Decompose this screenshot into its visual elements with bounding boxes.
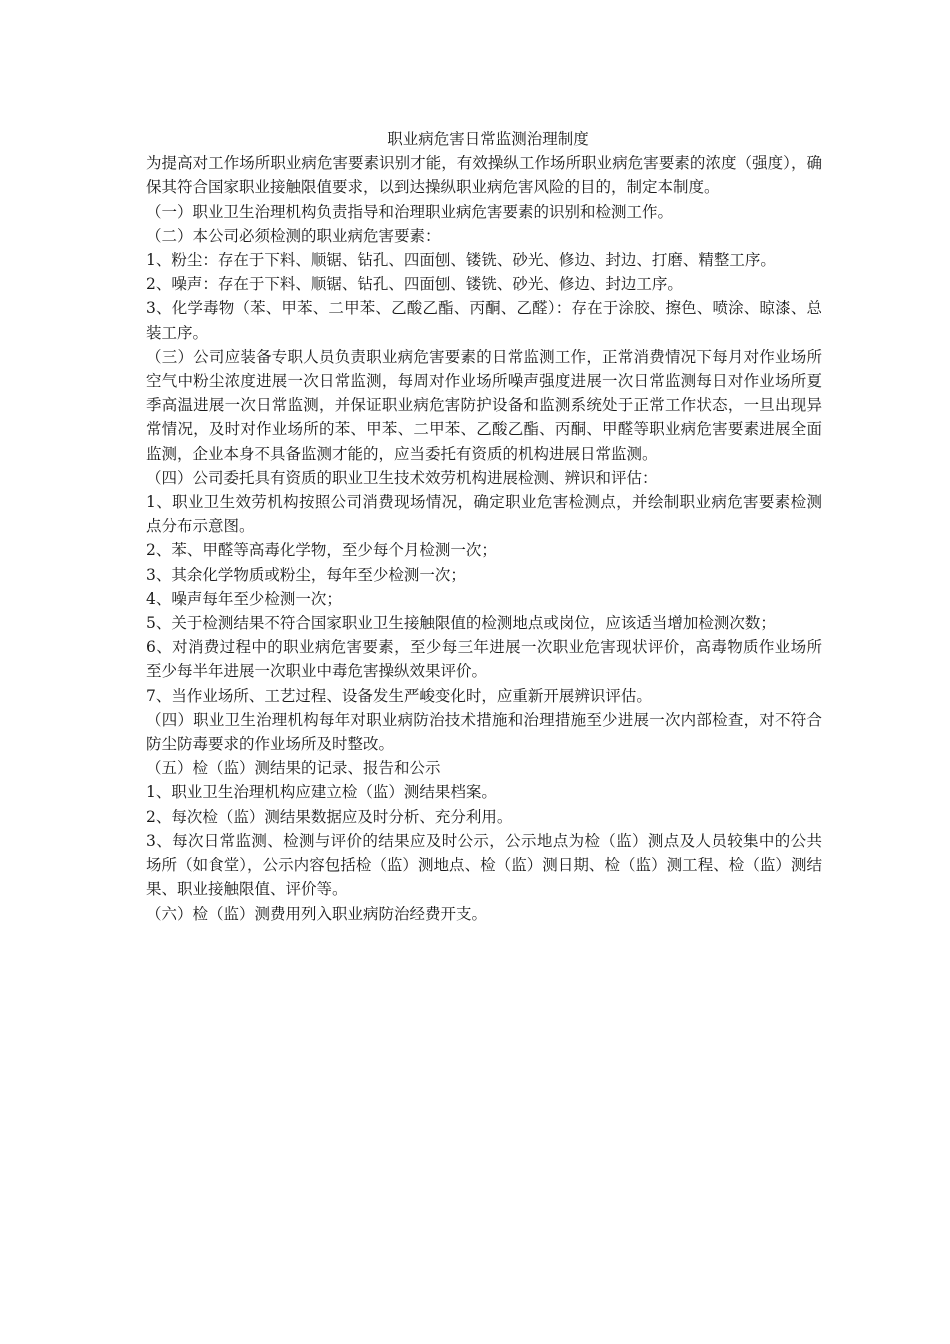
noise-item: 2、噪声：存在于下料、顺锯、钻孔、四面刨、镂铣、砂光、修边、封边工序。 (146, 275, 683, 294)
section-4-item-3: 3、其余化学物质或粉尘，每年至少检测一次； (146, 565, 466, 584)
intro-paragraph: 为提高对工作场所职业病危害要素识别才能，有效操纵工作场所职业病危害要素的浓度（强度），确保其符合国家职业接触限值要求，以到达操纵职业病危害风险的目的，制定本制度。 (146, 154, 822, 197)
section-5-heading: （五）检（监）测结果的记录、报告和公示 (146, 759, 441, 778)
section-5-item-2: 2、每次检（监）测结果数据应及时分析、充分利用。 (146, 807, 513, 826)
section-6-paragraph: （六）检（监）测费用列入职业病防治经费开支。 (146, 904, 488, 923)
section-4-item-2: 2、苯、甲醛等高毒化学物，至少每个月检测一次； (146, 541, 497, 560)
section-4-item-7: 7、当作业场所、工艺过程、设备发生严峻变化时，应重新开展辨识评估。 (146, 686, 652, 705)
chemical-item: 3、化学毒物（苯、甲苯、二甲苯、乙酸乙酯、丙酮、乙醛）：存在于涂胶、擦色、喷涂、晾漆、总装工序。 (146, 299, 822, 342)
section-4-item-4: 4、噪声每年至少检测一次； (146, 589, 342, 608)
section-2-heading: （二）本公司必须检测的职业病危害要素： (146, 226, 441, 245)
section-3-paragraph: （三）公司应装备专职人员负责职业病危害要素的日常监测工作，正常消费情况下每月对作业场所空气中粉尘浓度进展一次日常监测，每周对作业场所噪声强度进展一次日常监测每日对作业场所夏季高温进展一次日常监测，并保证职业病危害防护设备和监测系统处于正常工作状态，一旦出现异常情况，及时对作业场所的苯、甲苯、二甲苯、乙酸乙酯、丙酮、甲醛等职业病危害要素进展全面监测，企业本身不具备监测才能的，应当委托有资质的机构进展日常监测。 (146, 347, 822, 463)
dust-item: 1、粉尘：存在于下料、顺锯、钻孔、四面刨、镂铣、砂光、修边、封边、打磨、精整工序。 (146, 251, 776, 270)
section-5-item-1: 1、职业卫生治理机构应建立检（监）测结果档案。 (146, 783, 497, 802)
section-5-item-3: 3、每次日常监测、检测与评价的结果应及时公示，公示地点为检（监）测点及人员较集中的公共场所（如食堂），公示内容包括检（监）测地点、检（监）测日期、检（监）测工程、检（监）测结果、职业接触限值、评价等。 (146, 831, 822, 899)
section-4-item-6: 6、对消费过程中的职业病危害要素，至少每三年进展一次职业危害现状评价，高毒物质作业场所至少每半年进展一次职业中毒危害操纵效果评价。 (146, 638, 822, 681)
section-1-paragraph: （一）职业卫生治理机构负责指导和治理职业病危害要素的识别和检测工作。 (146, 202, 674, 221)
section-4-item-5: 5、关于检测结果不符合国家职业卫生接触限值的检测地点或岗位，应该适当增加检测次数； (146, 614, 776, 633)
section-4-heading: （四）公司委托具有资质的职业卫生技术效劳机构进展检测、辨识和评估： (146, 468, 658, 487)
section-4-item-1: 1、职业卫生效劳机构按照公司消费现场情况，确定职业危害检测点，并绘制职业病危害要素检测点分布示意图。 (146, 493, 822, 536)
internal-inspection-paragraph: （四）职业卫生治理机构每年对职业病防治技术措施和治理措施至少进展一次内部检查，对不符合防尘防毒要求的作业场所及时整改。 (146, 710, 822, 754)
document-body (146, 127, 822, 926)
document-title: 职业病危害日常监测治理制度 (387, 130, 589, 148)
